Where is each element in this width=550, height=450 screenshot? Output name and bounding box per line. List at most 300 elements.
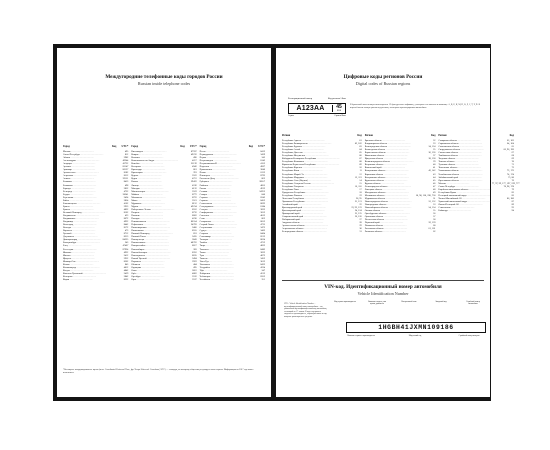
plate-country: RUS — [336, 109, 342, 112]
city-code: 8464 — [260, 233, 265, 236]
region-name: Чувашская Республика ..... — [282, 201, 340, 204]
city-name: Улан-Удэ ..... — [200, 261, 249, 264]
city-name: Бийск ..... — [63, 200, 112, 203]
city-code: 3452 — [260, 257, 265, 260]
region-name: Рязанская область ..... — [365, 231, 414, 234]
city-code: 8772 — [192, 193, 197, 196]
region-code: 60 — [433, 225, 436, 228]
region-code: 77, 97, 99, 177, 197, 199, 777 — [491, 182, 520, 185]
region-code: 19 — [359, 194, 362, 197]
region-code: 57 — [433, 216, 436, 219]
region-code: 76 — [511, 179, 514, 182]
region-code: 75, 80 — [508, 176, 514, 179]
city-name: Вологда ..... — [63, 227, 112, 230]
column-header-cell: Код — [357, 134, 362, 137]
city-code: 343 — [124, 242, 129, 245]
region-code: 45 — [433, 179, 436, 182]
region-name: Омская область ..... — [365, 210, 414, 213]
city-code: 49244 — [122, 160, 129, 163]
region-name: Нижегородская область ..... — [365, 201, 414, 204]
city-code: 48762 — [190, 242, 197, 245]
city-code: 4872 — [260, 254, 265, 257]
region-name: Костромская область ..... — [365, 177, 414, 180]
column-header — [200, 145, 265, 148]
vin-label-serial: Серийный номер автомобиля — [466, 301, 480, 306]
city-name: Одинцово ..... — [131, 267, 180, 270]
column-header-cell: Код — [112, 145, 117, 148]
city-code: 8712 — [123, 233, 129, 236]
city-name: Елец ..... — [63, 245, 112, 248]
city-name: Набережные Челны ..... — [131, 209, 180, 212]
region-code: 53 — [433, 203, 436, 206]
region-code: 64, 164 — [507, 143, 514, 146]
city-code: 8412 — [260, 151, 265, 153]
region-name: Москва ..... — [438, 183, 492, 186]
region-code: 29 — [359, 225, 362, 228]
city-code: 3952 — [123, 257, 129, 260]
city-name: Кисловодск ..... — [131, 151, 180, 154]
region-code: 37 — [433, 155, 436, 158]
region-name: Чукотский автономный округ ..... — [438, 201, 492, 204]
city-name: Обнинск ..... — [131, 264, 180, 267]
region-code: 56 — [433, 213, 436, 216]
region-name: Самарская область ..... — [438, 140, 492, 143]
column-header — [365, 134, 436, 137]
region-name: Республика Северная Осетия ..... — [282, 183, 340, 186]
region-code: 03 — [359, 146, 362, 149]
city-column-3 — [200, 145, 265, 282]
region-code: 44 — [433, 176, 436, 179]
city-name: Балаково ..... — [63, 181, 112, 184]
city-code: 8635 — [192, 254, 197, 257]
city-code: 3012 — [260, 260, 265, 263]
city-code: 3854 — [123, 199, 129, 202]
column-header — [438, 134, 514, 137]
city-code: 8552 — [192, 208, 197, 211]
region-name: Республика Коми ..... — [282, 170, 340, 173]
region-code: 33 — [433, 143, 436, 146]
vin-labels-top — [334, 301, 484, 306]
region-name: Саратовская область ..... — [438, 143, 492, 146]
plate-number: А123АА — [296, 104, 325, 112]
city-code: 8482 — [260, 248, 265, 251]
region-code: 79 — [511, 188, 514, 191]
region-name: Иркутская область ..... — [365, 158, 414, 161]
city-name: Ессентуки ..... — [63, 249, 112, 252]
city-code: 8112 — [260, 172, 265, 175]
region-code: 66, 96, 196 — [503, 149, 514, 152]
city-code: 3846 — [260, 169, 265, 172]
city-code: 8692 — [260, 202, 265, 205]
region-name: Брянская область ..... — [365, 140, 414, 143]
region-name: Севастополь ..... — [438, 207, 492, 210]
city-name: Курск ..... — [131, 178, 180, 181]
region-name: Кабардино-Балкарская Республика ..... — [282, 158, 340, 161]
region-name: Воронежская область ..... — [365, 152, 414, 155]
region-code: 14 — [359, 179, 362, 182]
region-name: Чеченская Республика ..... — [282, 198, 340, 201]
region-name: Хабаровский край ..... — [282, 219, 340, 222]
vin-title: VIN-код. Идентификационный номер автомобиля — [324, 284, 442, 290]
region-name: Псковская область ..... — [365, 225, 414, 228]
city-code: 3424 — [123, 196, 129, 199]
city-name: Невинномысск ..... — [131, 221, 180, 224]
city-name: Ижевск ..... — [63, 255, 112, 258]
region-name: Липецкая область ..... — [365, 189, 414, 192]
region-name: Владимирская область ..... — [365, 143, 414, 146]
city-code: 4712 — [192, 178, 197, 181]
city-name: Санкт-Петербург ..... — [63, 154, 112, 157]
region-name: Мурманская область ..... — [365, 198, 414, 201]
vin-labels-bottom — [346, 335, 484, 337]
city-code: 4212 — [260, 272, 265, 275]
vin-label-country: Код страны производителя — [334, 301, 356, 303]
region-name: Красноярский край ..... — [282, 210, 340, 213]
city-name: Находка ..... — [131, 218, 180, 221]
column-header — [63, 145, 128, 148]
city-name: Петропавловск-К. ..... — [200, 163, 249, 166]
city-code: 4912 — [260, 187, 265, 190]
region-name: Томская область ..... — [438, 161, 492, 164]
city-name: Уссурийск ..... — [200, 267, 249, 270]
city-name: Владикавказ ..... — [63, 218, 112, 221]
section-divider — [282, 280, 484, 281]
region-code: 05 — [359, 152, 362, 155]
right-page-subtitle: Digital codes of Russian regions — [355, 81, 411, 86]
city-name: Кызыл ..... — [131, 181, 180, 184]
region-code: 74, 174 — [507, 173, 514, 176]
city-name: Рязань ..... — [200, 188, 249, 191]
city-code: 4152 — [260, 163, 265, 166]
city-code: 3842 — [123, 275, 129, 278]
city-name: Арзамас ..... — [63, 166, 112, 169]
city-code: 861 — [193, 169, 197, 172]
city-code: 8182 — [123, 172, 129, 175]
city-code: 812 — [124, 154, 129, 157]
region-name: Пензенская область ..... — [365, 219, 414, 222]
region-code: 30 — [359, 228, 362, 231]
region-name: Свердловская область ..... — [438, 149, 492, 152]
region-code: 87 — [511, 200, 514, 203]
region-code: 22 — [359, 203, 362, 206]
city-name: Новочеркасск ..... — [131, 255, 180, 258]
region-row — [365, 231, 436, 234]
region-code: 04 — [359, 149, 362, 152]
region-code: 25, 125 — [354, 213, 362, 216]
city-name: Новороссийск ..... — [131, 245, 180, 248]
region-name: Республика Адыгея ..... — [282, 140, 340, 143]
city-name: Иваново ..... — [63, 252, 112, 255]
city-code: 342 — [261, 157, 265, 160]
city-code: 8652 — [260, 221, 265, 224]
region-code: 68 — [511, 155, 514, 158]
city-code: 4967 — [260, 166, 265, 169]
region-code: 01 — [359, 140, 362, 142]
region-column-3 — [438, 134, 520, 234]
region-code: 48 — [433, 188, 436, 191]
city-code: 3823 — [260, 208, 265, 211]
city-code: 3466 — [192, 227, 197, 230]
city-code: 3919 — [192, 260, 197, 263]
city-row — [63, 279, 128, 282]
region-name: Челябинская область ..... — [438, 174, 492, 177]
city-code: 347 — [261, 269, 265, 272]
city-name: Нижнекамск ..... — [131, 230, 180, 233]
region-code: 58 — [433, 219, 436, 222]
region-name: Калужская область ..... — [365, 164, 414, 167]
region-name: Ленинградская область ..... — [365, 186, 414, 189]
city-name: Сочи ..... — [200, 218, 249, 221]
region-name: Курская область ..... — [365, 183, 414, 186]
region-code: 92 — [511, 207, 514, 210]
region-name: Астраханская область ..... — [282, 228, 340, 231]
region-name: Ставропольский край ..... — [282, 216, 340, 219]
city-code: 8662 — [192, 214, 197, 217]
city-code: 3412 — [123, 254, 129, 257]
city-code: 351 — [261, 278, 265, 281]
city-code: 3439 — [123, 272, 129, 275]
region-code-columns — [282, 134, 520, 234]
plate-label-country: Страна/Флаг — [334, 114, 346, 117]
region-code: 62 — [433, 231, 436, 234]
license-plate-example — [288, 98, 346, 117]
city-name: Нальчик ..... — [131, 215, 180, 218]
city-code: 3652 — [260, 211, 265, 214]
city-name: Дзержинск ..... — [63, 236, 112, 239]
city-name: Кострома ..... — [131, 166, 180, 169]
city-name: Норильск ..... — [131, 261, 180, 264]
region-code: 71 — [511, 164, 514, 167]
city-name: Смоленск ..... — [200, 215, 249, 218]
city-code: 8162 — [123, 211, 129, 214]
city-name: Саратов ..... — [200, 200, 249, 203]
vin-description: VIN – Vehicle Identification Number – идентификационный номер автомобиля – это уникальный идентификационный код автомобиля, состоящий из 17 знаков. В коде содержатся сведения о производителе, характеристиках и годе выпуска транспортного средства. — [284, 303, 328, 318]
city-name: Ростов-на-Дону ..... — [200, 178, 249, 181]
city-code: 496 — [193, 157, 197, 160]
city-column-2 — [131, 145, 196, 282]
city-code: 8634 — [260, 239, 265, 242]
city-column-1 — [63, 145, 128, 282]
region-name: Архангельская область ..... — [282, 225, 340, 228]
city-name: Чебоксары ..... — [200, 276, 249, 279]
city-name: Тюмень ..... — [200, 258, 249, 261]
city-name: Коломна ..... — [131, 157, 180, 160]
city-name: Мурманск ..... — [131, 203, 180, 206]
left-page — [57, 48, 271, 397]
region-name: Курганская область ..... — [365, 180, 414, 183]
city-name: Архангельск ..... — [63, 172, 112, 175]
region-name: Вологодская область ..... — [365, 149, 414, 152]
column-header-cell: Код — [431, 134, 436, 137]
region-name: Республика Бурятия ..... — [282, 146, 340, 149]
region-name: Ярославская область ..... — [438, 180, 492, 183]
city-name: Комсомольск-на-Амуре ..... — [131, 160, 180, 163]
city-name: Рыбинск ..... — [200, 185, 249, 188]
region-name: Республика Хакасия ..... — [282, 195, 340, 198]
city-name: Владимир ..... — [63, 221, 112, 224]
city-code: 8332 — [123, 278, 129, 281]
region-name: Республика Дагестан ..... — [282, 152, 340, 155]
city-code: 495 — [124, 151, 129, 153]
city-code: 3537 — [192, 278, 197, 281]
plate-region — [332, 105, 345, 112]
column-header-cell: Код — [180, 145, 185, 148]
region-name: Белгородская область ..... — [282, 231, 340, 234]
column-header-cell: Регион — [282, 134, 291, 137]
plate-label-series: Серия — [288, 114, 294, 117]
region-name: Сахалинская область ..... — [438, 146, 492, 149]
city-name: Новомосковск ..... — [131, 242, 180, 245]
city-code: 8617 — [192, 245, 197, 248]
city-name: Абакан ..... — [63, 157, 112, 160]
region-name: Республика Мордовия ..... — [282, 177, 340, 180]
plate-caption-number: Регистрационный номер — [288, 98, 313, 100]
city-row — [131, 279, 196, 282]
city-name: Нижневартовск ..... — [131, 227, 180, 230]
city-code: 4862 — [192, 272, 197, 275]
city-code-columns — [63, 145, 265, 282]
city-code: 423 — [124, 214, 129, 217]
region-code: 10 — [359, 167, 362, 170]
city-code: 831 — [193, 233, 197, 236]
region-code: 34, 134 — [428, 146, 436, 149]
city-code: 391 — [193, 172, 197, 175]
region-name: Тульская область ..... — [438, 164, 492, 167]
city-name: Оренбург ..... — [131, 276, 180, 279]
city-code: 8352 — [260, 275, 265, 278]
city-code: 8172 — [123, 227, 129, 230]
vin-code-box: 1HGBH41JXMN109186 — [346, 322, 486, 333]
city-name: Ачинск ..... — [63, 178, 112, 181]
column-header-cell: Регион — [364, 134, 373, 137]
region-code: 65 — [511, 146, 514, 149]
city-code: 3532 — [192, 275, 197, 278]
region-code: 54, 154 — [428, 207, 436, 210]
city-name: Новокузнецк ..... — [131, 239, 180, 242]
city-name: Новый Уренгой ..... — [131, 258, 180, 261]
region-intro-text: В буквенной части номера используются 12 букв русского алфавита, у которых есть аналоги в латинице: А, В, Е, К, М, Н, О, Р, С, Т, У, Х. В верхней части номера указан код региона, в котором зарегистрирован автомобиль. — [350, 104, 481, 109]
plate-caption-region: Код региона/ Флаг — [328, 98, 346, 100]
region-name: Республика Марий Эл ..... — [282, 174, 340, 177]
city-name: Великий Новгород ..... — [63, 212, 112, 215]
city-name: Пермь ..... — [200, 157, 249, 160]
city-code: 4752 — [260, 242, 265, 245]
region-name: Республика Ингушетия ..... — [282, 155, 340, 158]
city-name: Киров ..... — [63, 279, 112, 282]
city-name: Астрахань ..... — [63, 175, 112, 178]
region-code: 12 — [359, 173, 362, 176]
city-code: 8352 — [192, 251, 197, 254]
city-name: Подольск ..... — [200, 166, 249, 169]
city-code: 8722 — [192, 196, 197, 199]
city-name: Майкоп ..... — [131, 194, 180, 197]
region-code: 02, 102 — [354, 143, 362, 146]
region-name: Тюменская область ..... — [438, 167, 492, 170]
city-code: 3494 — [192, 257, 197, 260]
vin-label-model: Описание модели, тип кузова, двигатель — [367, 301, 387, 306]
city-code: 3473 — [260, 227, 265, 230]
city-code: 8512 — [123, 175, 129, 178]
city-code: 42722 — [122, 163, 129, 166]
region-code: 40 — [433, 164, 436, 167]
city-code: 846 — [261, 193, 265, 196]
city-code: 3439 — [260, 154, 265, 157]
region-code: 11 — [359, 170, 362, 173]
city-name: Липецк ..... — [131, 185, 180, 188]
region-code: 39 — [433, 161, 436, 164]
city-name: Тольятти ..... — [200, 249, 249, 252]
region-name: Краснодарский край ..... — [282, 207, 340, 210]
region-code: 09 — [359, 164, 362, 167]
city-code: 8452 — [260, 199, 265, 202]
city-code: 3513 — [192, 199, 197, 202]
region-name: Еврейская автономная область ..... — [438, 189, 492, 192]
left-page-subtitle: Russian inside telephone codes — [137, 81, 191, 86]
city-name: Северодвинск ..... — [200, 206, 249, 209]
city-code: 87934 — [122, 248, 129, 251]
region-code: 63, 163 — [507, 140, 514, 142]
city-name: Красноярск ..... — [131, 172, 180, 175]
region-code: 51 — [433, 197, 436, 200]
region-code: 06 — [359, 155, 362, 158]
region-code: 52, 152 — [428, 200, 436, 203]
city-name: Махачкала ..... — [131, 197, 180, 200]
city-code: 862 — [261, 218, 265, 221]
city-code: 4742 — [192, 184, 197, 187]
region-code: 16, 116 — [354, 185, 362, 188]
city-code: 4725 — [260, 224, 265, 227]
region-column-2 — [365, 134, 436, 234]
city-code: 4132 — [192, 187, 197, 190]
region-code: 69 — [511, 158, 514, 161]
column-header-cell: Код — [248, 145, 253, 148]
column-header-cell: UTC* — [189, 145, 197, 148]
city-name: Тамбов ..... — [200, 242, 249, 245]
region-name: Тамбовская область ..... — [438, 155, 492, 158]
city-name: Курган ..... — [131, 175, 180, 178]
region-code: 13, 113 — [354, 176, 362, 179]
region-name: Оренбургская область ..... — [365, 213, 414, 216]
city-code: 47467 — [122, 245, 129, 248]
city-name: Пятигорск ..... — [200, 175, 249, 178]
city-code: 4832 — [123, 208, 129, 211]
city-name: Уфа ..... — [200, 270, 249, 273]
city-name: Нефтекамск ..... — [131, 224, 180, 227]
vin-subtitle: Vehicle Identification Number — [357, 291, 409, 296]
region-code: 17 — [359, 188, 362, 191]
region-name: Удмуртская Республика ..... — [282, 192, 340, 195]
city-code: 86137 — [122, 169, 129, 172]
region-row — [282, 231, 362, 234]
region-code: 36, 136 — [428, 152, 436, 155]
city-code: 3953 — [123, 205, 129, 208]
region-name: Алтайский край ..... — [282, 204, 340, 207]
region-code: 50, 90, 150, 190, 750 — [415, 194, 436, 197]
city-name: Магнитогорск ..... — [131, 191, 180, 194]
city-code: 3902 — [123, 157, 129, 160]
region-code: 83 — [511, 194, 514, 197]
vin-label-year: Модельный год — [408, 335, 422, 337]
city-code: 8362 — [123, 260, 129, 263]
city-name: Березники ..... — [63, 197, 112, 200]
plate-region-code: 45 — [336, 103, 342, 110]
column-header-cell: Город — [199, 145, 207, 148]
column-header-cell: Город — [131, 145, 139, 148]
region-code: 73, 173 — [507, 170, 514, 173]
city-name: Назрань ..... — [131, 212, 180, 215]
city-name: Калуга ..... — [63, 270, 112, 273]
region-code: 43 — [433, 173, 436, 176]
